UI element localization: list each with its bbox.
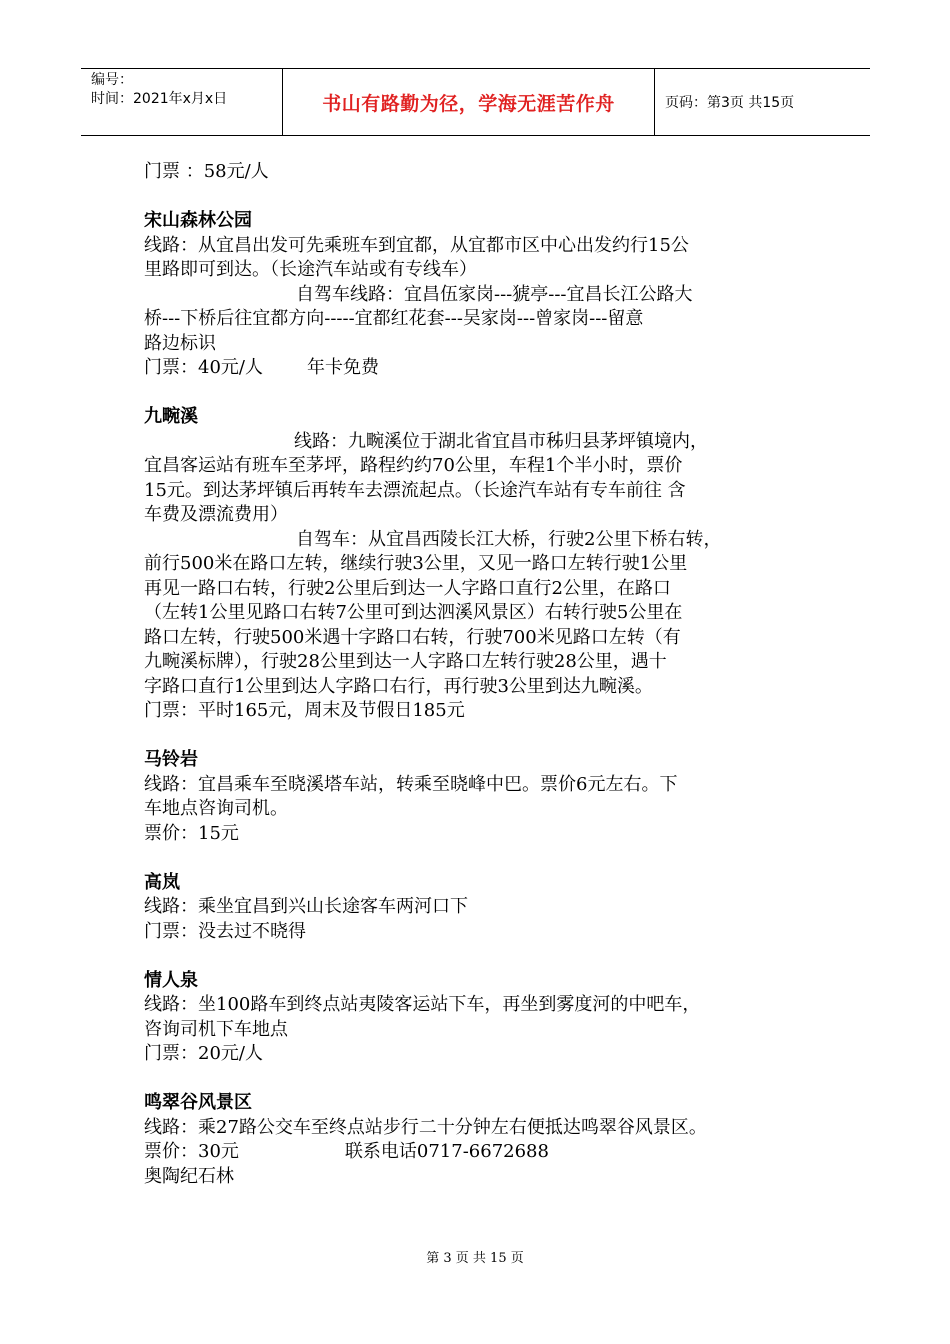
section-jiuwanxi [144, 405, 824, 724]
ticket-line: 票价：15元 [144, 822, 239, 844]
contact-phone: 联系电话0717-6672688 [344, 1141, 549, 1162]
section-title: 宋山森林公园 [144, 210, 252, 231]
route-line: 线路：坐100路车到终点站夷陵客运站下车，再坐到雾度河的中吧车， [144, 994, 701, 1015]
drive-route-line: 前行500米在路口左转，继续行驶3公里，又见一路口左转行驶1公里 [144, 553, 688, 574]
drive-route-line: 再见一路口右转，行驶2公里后到达一人字路口直行2公里，在路口 [144, 577, 671, 599]
drive-route-line: 桥---下桥后往宜都方向-----宜都红花套---吴家岗---曾家岗---留意 [144, 308, 644, 329]
route-line: 线路：从宜昌出发可先乘班车到宜都，从宜都市区中心出发约行15公 [144, 234, 689, 256]
route-line: 线路：乘27路公交车至终点站步行二十分钟左右便抵达鸣翠谷风景区。 [144, 1116, 707, 1138]
document-time-label: 时间：2021年x月x日 [91, 91, 228, 107]
route-line: 宜昌客运站有班车至茅坪，路程约约70公里，车程1个半小时，票价 [144, 455, 683, 476]
ticket-price: 票价：30元 [144, 1141, 239, 1162]
header-motto-cell [283, 69, 655, 135]
header-page-info: 页码：第3页 共15页 [665, 95, 795, 111]
ticket-line [144, 1140, 824, 1165]
route-line: 线路：乘坐宜昌到兴山长途客车两河口下 [144, 896, 468, 917]
document-body [144, 160, 824, 1189]
page-footer [0, 1247, 950, 1266]
section-gaolan [144, 871, 824, 945]
drive-route-line: 字路口直行1公里到达人字路口右行，再行驶3公里到达九畹溪。 [144, 675, 653, 697]
ticket-line: 门票 ：58元/人 [144, 161, 269, 182]
section-title: 马铃岩 [144, 749, 198, 770]
route-line: 线路：九畹溪位于湖北省宜昌市秭归县茅坪镇境内， [294, 430, 708, 452]
ticket-line: 门票：平时165元，周末及节假日185元 [144, 700, 465, 721]
section-mingcuigu [144, 1091, 824, 1189]
section-songshan [144, 209, 824, 381]
section-title: 高岚 [144, 871, 180, 893]
header-table [81, 68, 870, 136]
next-section-title: 奥陶纪石林 [144, 1165, 234, 1187]
route-line: 线路：宜昌乘车至晓溪塔车站，转乘至晓峰中巴。票价6元左右。下 [144, 773, 678, 795]
drive-route-line: 自驾车：从宜昌西陵长江大桥，行驶2公里下桥右转， [296, 528, 722, 550]
section-title: 情人泉 [144, 969, 198, 991]
ticket-line: 门票：没去过不晓得 [144, 920, 306, 942]
route-line: 咨询司机下车地点 [144, 1018, 288, 1040]
drive-route-line: （左转1公里见路口右转7公里可到达泗溪风景区）右转行驶5公里在 [144, 602, 683, 623]
drive-route-line: 路边标识 [144, 332, 216, 354]
section-title: 九畹溪 [144, 406, 198, 427]
section-title: 鸣翠谷风景区 [144, 1092, 252, 1113]
drive-route-line: 九畹溪标牌），行驶28公里到达一人字路口左转行驶28公里，遇十 [144, 651, 667, 672]
drive-route-line: 自驾车线路：宜昌伍家岗---猇亭---宜昌长江公路大 [296, 283, 693, 305]
route-line: 车地点咨询司机。 [144, 798, 288, 819]
section-malingyan [144, 748, 824, 846]
route-line: 15元。到达茅坪镇后再转车去漂流起点。（长途汽车站有专车前往 含 [144, 479, 686, 501]
route-line: 车费及漂流费用） [144, 504, 288, 525]
drive-route-line: 路口左转，行驶500米遇十字路口右转，行驶700米见路口左转（有 [144, 626, 681, 648]
footer-page-number: 第 3 页 共 15 页 [426, 1251, 524, 1266]
document-number-label: 编号： [91, 72, 133, 88]
header-meta-cell [81, 69, 283, 135]
header-page-cell [655, 69, 870, 135]
section-qingrenquan [144, 969, 824, 1067]
ticket-line: 门票：20元/人 [144, 1043, 263, 1064]
ticket-note: 年卡免费 [306, 357, 379, 378]
ticket-line [144, 356, 824, 381]
ticket-price: 门票：40元/人 [144, 357, 263, 378]
header-motto: 书山有路勤为径，学海无涯苦作舟 [322, 92, 615, 115]
route-line: 里路即可到达。（长途汽车站或有专线车） [144, 259, 477, 280]
